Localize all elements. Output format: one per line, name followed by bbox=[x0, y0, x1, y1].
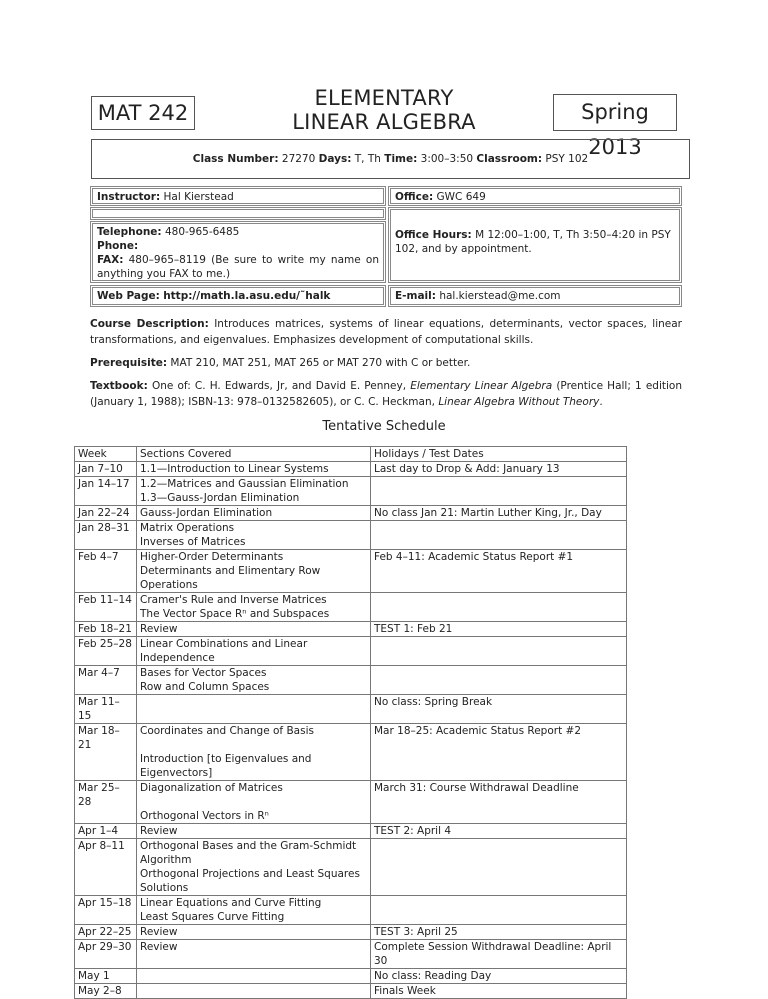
course-code-box bbox=[91, 96, 195, 130]
spacer-cell bbox=[90, 207, 386, 220]
section-cell: Inverses of Matrices bbox=[140, 536, 246, 548]
week-cell bbox=[75, 564, 137, 593]
instructor-cell bbox=[90, 186, 386, 206]
schedule-row bbox=[75, 506, 627, 521]
section-cell: Gauss-Jordan Elimination bbox=[137, 506, 371, 521]
term-box bbox=[553, 94, 677, 159]
schedule-row bbox=[75, 969, 627, 984]
instructor: Hal Kierstead bbox=[163, 191, 234, 203]
week-cell: Apr 29–30 bbox=[75, 940, 137, 969]
week-cell: May 1 bbox=[75, 969, 137, 984]
schedule-row bbox=[75, 896, 627, 911]
section-cell: Linear Combinations and Linear Independence bbox=[137, 637, 371, 666]
week-cell: Jan 28–31 bbox=[75, 521, 137, 536]
week-cell: Mar 25–28 bbox=[75, 781, 137, 810]
class-info-box bbox=[91, 139, 690, 179]
schedule-row bbox=[75, 622, 627, 637]
notes-cell: No class: Spring Break bbox=[371, 695, 627, 724]
notes-cell: March 31: Course Withdrawal Deadline bbox=[371, 781, 627, 810]
section-cell bbox=[137, 695, 371, 724]
time: 3:00–3:50 bbox=[420, 153, 474, 165]
notes-cell: TEST 3: April 25 bbox=[371, 925, 627, 940]
section-cell: Review bbox=[137, 940, 371, 969]
schedule-row bbox=[75, 925, 627, 940]
section-cell: 1.3—Gauss-Jordan Elimination bbox=[140, 492, 300, 504]
section-cell: Bases for Vector Spaces bbox=[137, 666, 371, 681]
phone-cell bbox=[90, 221, 386, 283]
header-sections: Sections Covered bbox=[137, 447, 371, 462]
notes-cell: No class Jan 21: Martin Luther King, Jr., Day bbox=[371, 506, 627, 521]
days: T, Th bbox=[354, 153, 381, 165]
schedule-row bbox=[75, 535, 627, 550]
section-cell: Cramer's Rule and Inverse Matrices bbox=[137, 593, 371, 608]
section-cell: Introduction [to Eigenvalues and Eigenvectors] bbox=[140, 753, 312, 779]
office: GWC 649 bbox=[436, 191, 486, 203]
prerequisite-text: MAT 210, MAT 251, MAT 265 or MAT 270 with C or better. bbox=[170, 357, 471, 369]
instructor-label: Instructor: bbox=[97, 191, 161, 203]
week-cell: Mar 18–21 bbox=[75, 724, 137, 753]
notes-cell bbox=[371, 637, 627, 666]
telephone: 480-965-6485 bbox=[164, 226, 240, 238]
section-cell bbox=[137, 984, 371, 999]
course-title bbox=[250, 86, 518, 134]
notes-cell bbox=[371, 910, 627, 925]
contact-grid bbox=[90, 186, 682, 308]
notes-cell: TEST 2: April 4 bbox=[371, 824, 627, 839]
section-cell: Orthogonal Bases and the Gram-Schmidt Algorithm bbox=[137, 839, 371, 868]
phone-label: Phone: bbox=[97, 240, 139, 252]
schedule-row bbox=[75, 724, 627, 753]
week-cell bbox=[75, 809, 137, 824]
schedule-row bbox=[75, 564, 627, 593]
notes-cell: No class: Reading Day bbox=[371, 969, 627, 984]
week-cell: Apr 8–11 bbox=[75, 839, 137, 868]
fax: 480–965–8119 (Be sure to write my name on anything you FAX to me.) bbox=[97, 254, 379, 280]
week-cell bbox=[75, 535, 137, 550]
week-cell bbox=[75, 752, 137, 781]
week-cell bbox=[75, 680, 137, 695]
notes-cell bbox=[371, 839, 627, 868]
prerequisite bbox=[90, 355, 682, 371]
week-cell: Mar 11–15 bbox=[75, 695, 137, 724]
email-cell bbox=[388, 285, 682, 307]
textbook-part3: . bbox=[599, 396, 603, 408]
section-cell: 1.2—Matrices and Gaussian Elimination bbox=[137, 477, 371, 492]
schedule-header-row bbox=[75, 447, 627, 462]
week-cell bbox=[75, 607, 137, 622]
section-cell: Review bbox=[137, 824, 371, 839]
course-description bbox=[90, 316, 682, 348]
header-week: Week bbox=[75, 447, 137, 462]
textbook-title-1: Elementary Linear Algebra bbox=[410, 380, 553, 392]
days-label: Days: bbox=[318, 153, 352, 165]
section-cell: Determinants and Elimentary Row Operations bbox=[140, 565, 321, 591]
notes-cell bbox=[371, 680, 627, 695]
schedule-row bbox=[75, 984, 627, 999]
section-cell: Review bbox=[137, 925, 371, 940]
notes-cell bbox=[371, 896, 627, 911]
schedule-row bbox=[75, 752, 627, 781]
web-cell bbox=[90, 285, 386, 307]
textbook-part1: One of: C. H. Edwards, Jr, and David E. Penney, bbox=[151, 380, 407, 392]
week-cell: Feb 25–28 bbox=[75, 637, 137, 666]
section-cell: Linear Equations and Curve Fitting bbox=[137, 896, 371, 911]
web-label: Web Page: bbox=[97, 290, 160, 302]
prerequisite-label: Prerequisite: bbox=[90, 357, 168, 369]
email-label: E-mail: bbox=[395, 290, 436, 302]
schedule-row bbox=[75, 550, 627, 565]
week-cell: Feb 11–14 bbox=[75, 593, 137, 608]
notes-cell bbox=[371, 809, 627, 824]
office-hours-label: Office Hours: bbox=[395, 229, 472, 241]
schedule-row bbox=[75, 607, 627, 622]
textbook-title-2: Linear Algebra Without Theory bbox=[438, 396, 600, 408]
class-number: 27270 bbox=[281, 153, 316, 165]
schedule-row bbox=[75, 491, 627, 506]
section-cell: Row and Column Spaces bbox=[140, 681, 270, 693]
schedule-table bbox=[74, 446, 627, 999]
classroom: PSY 102 bbox=[545, 153, 589, 165]
section-cell: Matrix Operations bbox=[137, 521, 371, 536]
schedule-row bbox=[75, 839, 627, 868]
notes-cell: TEST 1: Feb 21 bbox=[371, 622, 627, 637]
schedule-row bbox=[75, 781, 627, 810]
schedule-row bbox=[75, 940, 627, 969]
description-label: Course Description: bbox=[90, 318, 209, 330]
section-cell: Coordinates and Change of Basis bbox=[137, 724, 371, 753]
week-cell: Jan 7–10 bbox=[75, 462, 137, 477]
notes-cell bbox=[371, 521, 627, 536]
section-cell: Orthogonal Vectors in Rⁿ bbox=[140, 810, 269, 822]
week-cell: Apr 22–25 bbox=[75, 925, 137, 940]
schedule-row bbox=[75, 867, 627, 896]
week-cell: Feb 18–21 bbox=[75, 622, 137, 637]
section-cell: Diagonalization of Matrices bbox=[137, 781, 371, 810]
web-link[interactable]: http://math.la.asu.edu/˜halk bbox=[163, 290, 331, 302]
notes-cell bbox=[371, 666, 627, 681]
notes-cell bbox=[371, 607, 627, 622]
week-cell: Mar 4–7 bbox=[75, 666, 137, 681]
notes-cell bbox=[371, 593, 627, 608]
header-notes: Holidays / Test Dates bbox=[371, 447, 627, 462]
title-line-1: ELEMENTARY bbox=[314, 86, 454, 110]
schedule-row bbox=[75, 477, 627, 492]
description-text: Introduces matrices, systems of linear equations, determinants, vector spaces, linear transformations, and eigenvalues. Emphasizes development of computational skills. bbox=[90, 318, 682, 346]
schedule-row bbox=[75, 809, 627, 824]
telephone-label: Telephone: bbox=[97, 226, 162, 238]
schedule-row bbox=[75, 680, 627, 695]
section-cell: Review bbox=[137, 622, 371, 637]
week-cell: Apr 1–4 bbox=[75, 824, 137, 839]
title-line-2: LINEAR ALGEBRA bbox=[292, 110, 476, 134]
week-cell bbox=[75, 491, 137, 506]
section-cell: Orthogonal Projections and Least Squares Solutions bbox=[140, 868, 360, 894]
schedule-row bbox=[75, 637, 627, 666]
schedule-row bbox=[75, 910, 627, 925]
week-cell: Jan 14–17 bbox=[75, 477, 137, 492]
week-cell: Jan 22–24 bbox=[75, 506, 137, 521]
notes-cell: Mar 18–25: Academic Status Report #2 bbox=[371, 724, 627, 753]
office-hours-cell bbox=[388, 207, 682, 283]
notes-cell bbox=[371, 867, 627, 896]
textbook-label: Textbook: bbox=[90, 380, 148, 392]
notes-cell bbox=[371, 491, 627, 506]
notes-cell bbox=[371, 752, 627, 781]
week-cell: Feb 4–7 bbox=[75, 550, 137, 565]
schedule-title: Tentative Schedule bbox=[322, 419, 446, 434]
schedule-row bbox=[75, 695, 627, 724]
textbook bbox=[90, 378, 682, 410]
term: Spring 2013 bbox=[581, 100, 649, 159]
week-cell: Apr 15–18 bbox=[75, 896, 137, 911]
section-cell: The Vector Space Rⁿ and Subspaces bbox=[140, 608, 330, 620]
section-cell: Higher-Order Determinants bbox=[137, 550, 371, 565]
schedule-row bbox=[75, 593, 627, 608]
notes-cell bbox=[371, 535, 627, 550]
notes-cell bbox=[371, 477, 627, 492]
fax-label: FAX: bbox=[97, 254, 124, 266]
office-label: Office: bbox=[395, 191, 434, 203]
class-number-label: Class Number: bbox=[192, 153, 279, 165]
section-cell bbox=[137, 969, 371, 984]
section-cell: Least Squares Curve Fitting bbox=[140, 911, 285, 923]
office-cell bbox=[388, 186, 682, 206]
schedule-row bbox=[75, 521, 627, 536]
schedule-row bbox=[75, 666, 627, 681]
course-code: MAT 242 bbox=[97, 101, 189, 125]
schedule-row bbox=[75, 462, 627, 477]
textbook-part2: (Prentice Hall; 1 edition (January 1, 1988); ISBN-13: 978–0132582605), or C. C. Heckman, bbox=[90, 380, 682, 408]
week-cell: May 2–8 bbox=[75, 984, 137, 999]
section-cell: 1.1—Introduction to Linear Systems bbox=[137, 462, 371, 477]
schedule-row bbox=[75, 824, 627, 839]
notes-cell: Complete Session Withdrawal Deadline: April 30 bbox=[371, 940, 627, 969]
week-cell bbox=[75, 867, 137, 896]
notes-cell bbox=[371, 564, 627, 593]
week-cell bbox=[75, 910, 137, 925]
notes-cell: Feb 4–11: Academic Status Report #1 bbox=[371, 550, 627, 565]
notes-cell: Finals Week bbox=[371, 984, 627, 999]
notes-cell: Last day to Drop & Add: January 13 bbox=[371, 462, 627, 477]
office-hours: M 12:00–1:00, T, Th 3:50–4:20 in PSY 102, and by appointment. bbox=[395, 229, 671, 255]
classroom-label: Classroom: bbox=[476, 153, 543, 165]
time-label: Time: bbox=[384, 153, 418, 165]
email-link[interactable]: hal.kierstead@me.com bbox=[439, 290, 561, 302]
